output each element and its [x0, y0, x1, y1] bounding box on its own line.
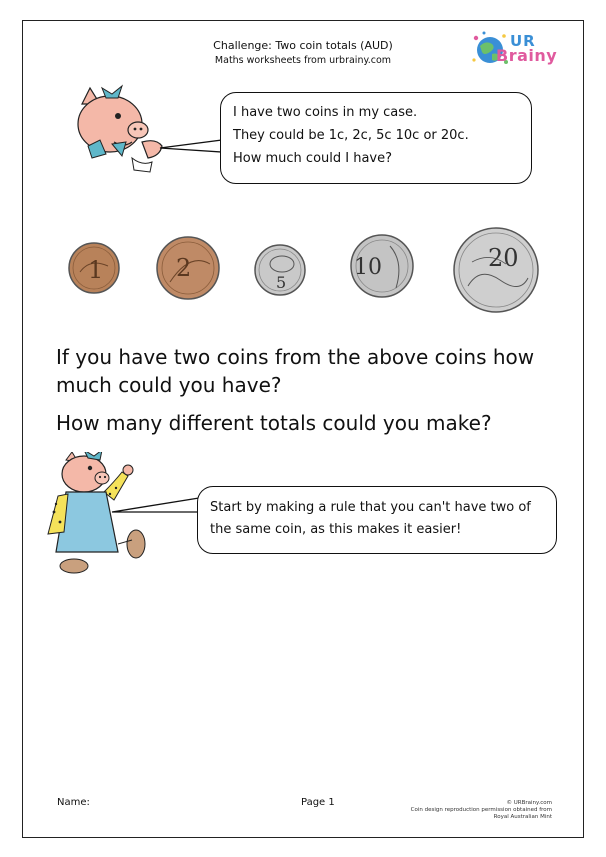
coin-1c-label: 1	[88, 256, 104, 284]
question-2: How many different totals could you make?	[56, 411, 492, 435]
bubble-1-line-3: How much could I have?	[233, 151, 393, 166]
footer-name-label: Name:	[57, 797, 90, 808]
footer-permission-line: Coin design reproduction permission obtained from Royal Australian Mint	[410, 807, 552, 820]
bubble-1-line-2: They could be 1c, 2c, 5c 10c or 20c.	[233, 128, 469, 143]
speech-bubble-2: Start by making a rule that you can't have two of the same coin, as this makes it easier!	[197, 486, 557, 554]
coin-10c-label: 10	[354, 255, 382, 280]
logo-text-ur: UR	[510, 32, 536, 50]
coin-20c	[454, 228, 538, 312]
coin-10c	[351, 235, 413, 297]
worksheet-title: Challenge: Two coin totals (AUD)	[213, 39, 393, 52]
coin-5c	[255, 245, 305, 295]
question-1: If you have two coins from the above coins how much could you have?	[56, 345, 535, 397]
footer-page-number: Page 1	[301, 797, 335, 808]
footer-copyright-line: © URBrainy.com	[506, 800, 552, 806]
footer-copyright	[396, 800, 552, 821]
coin-2c	[157, 237, 219, 299]
coin-20c-label: 20	[488, 244, 519, 272]
pig-girl-illustration	[44, 452, 164, 578]
urbrainy-logo	[470, 30, 565, 70]
worksheet-subtitle: Maths worksheets from urbrainy.com	[214, 55, 392, 66]
coin-2c-label: 2	[176, 254, 192, 282]
logo-text-brainy: Brainy	[496, 46, 558, 65]
pig-head-illustration	[72, 82, 172, 177]
speech-bubble-1	[220, 92, 532, 184]
coin-5c-label: 5	[276, 273, 287, 292]
coin-1c	[69, 243, 119, 293]
coin-row	[0, 222, 606, 322]
bubble-1-line-1: I have two coins in my case.	[233, 105, 418, 120]
